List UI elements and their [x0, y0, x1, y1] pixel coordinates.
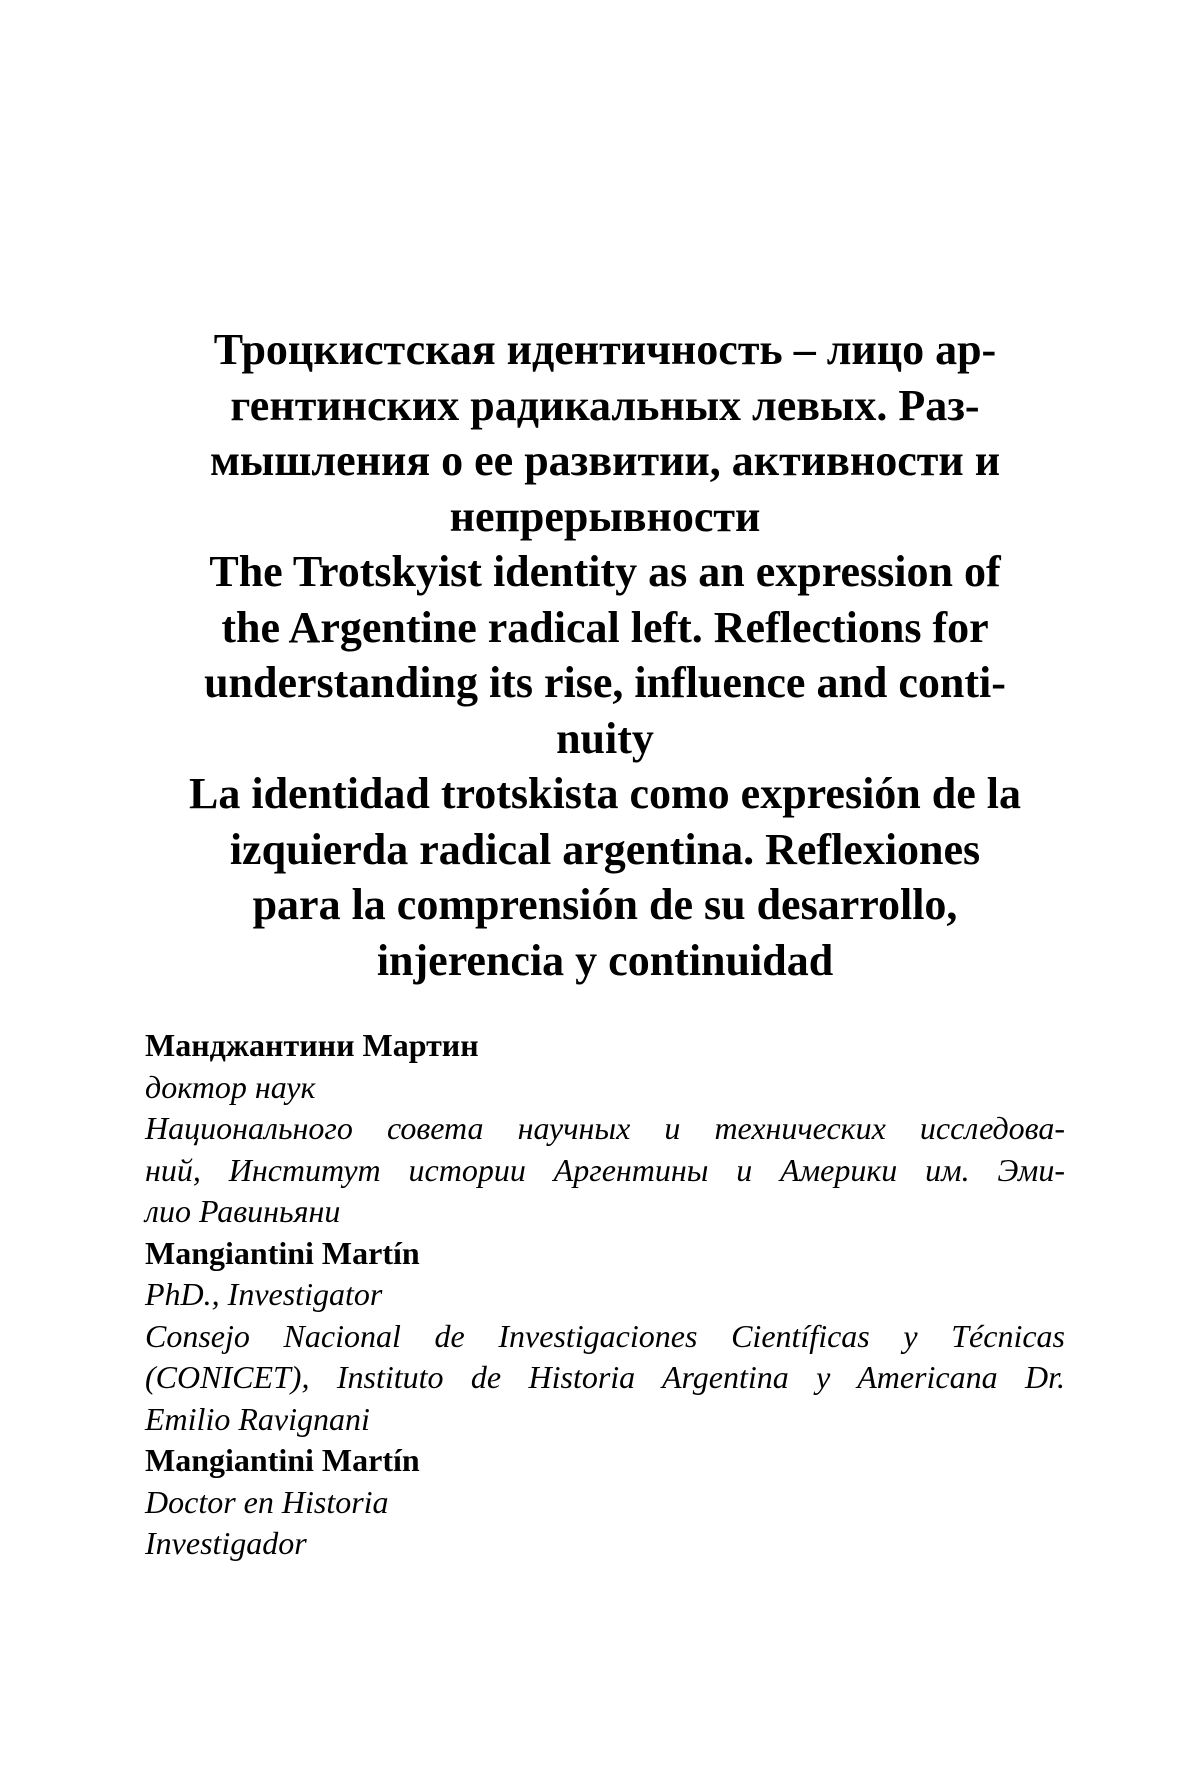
author-affiliation-ru-line-3: лио Равиньяни [145, 1193, 341, 1229]
title-en-line-1: The Trotskyist identity as an expression of [209, 547, 1001, 596]
author-name-en: Mangiantini Martín [145, 1234, 420, 1271]
title-ru-line-3: мышления о ее развитии, активности и [209, 436, 1001, 485]
author-affiliation-en-line-2: (CONICET), Instituto de Historia Argentina y Americana Dr. [145, 1359, 1065, 1395]
article-title-block [145, 322, 1065, 988]
article-header [145, 322, 1065, 1565]
author-affiliation-en-line-1: Consejo Nacional de Investigaciones Científicas y Técnicas [145, 1317, 1065, 1354]
author-affiliation-en-line-3: Emilio Ravignani [145, 1400, 370, 1437]
author-degree-en: PhD., Investigator [145, 1276, 383, 1312]
title-es-line-3: para la comprensión de su desarrollo, [252, 880, 958, 929]
author-affiliation-ru-line-1: Национального совета научных и технических исследова- [145, 1110, 1065, 1146]
title-ru-line-2: гентинских радикальных левых. Раз- [230, 380, 980, 430]
author-affiliation-ru-line-2: ний, Институт истории Аргентины и Америки им. Эми- [145, 1151, 1065, 1188]
title-es-line-2: izquierda radical argentina. Reflexiones [229, 824, 981, 874]
author-position-es: Investigador [145, 1525, 307, 1561]
author-name-es: Mangiantini Martín [145, 1442, 420, 1478]
author-block [145, 1025, 1065, 1565]
author-degree-ru: доктор наук [145, 1068, 316, 1105]
title-ru-line-1: Троцкистская идентичность – лицо ар- [213, 325, 997, 374]
author-degree-es: Doctor en Historia [145, 1483, 389, 1520]
title-ru-line-4: непрерывности [449, 491, 761, 541]
title-en-line-4: nuity [556, 713, 654, 763]
author-name-ru: Манджантини Мартин [145, 1027, 479, 1063]
title-en-line-2: the Argentine radical left. Reflections for [221, 602, 989, 652]
title-es-line-4: injerencia y continuidad [376, 935, 834, 985]
title-es-line-1: La identidad trotskista como expresión de la [189, 769, 1021, 818]
title-en-line-3: understanding its rise, influence and conti- [204, 658, 1006, 707]
